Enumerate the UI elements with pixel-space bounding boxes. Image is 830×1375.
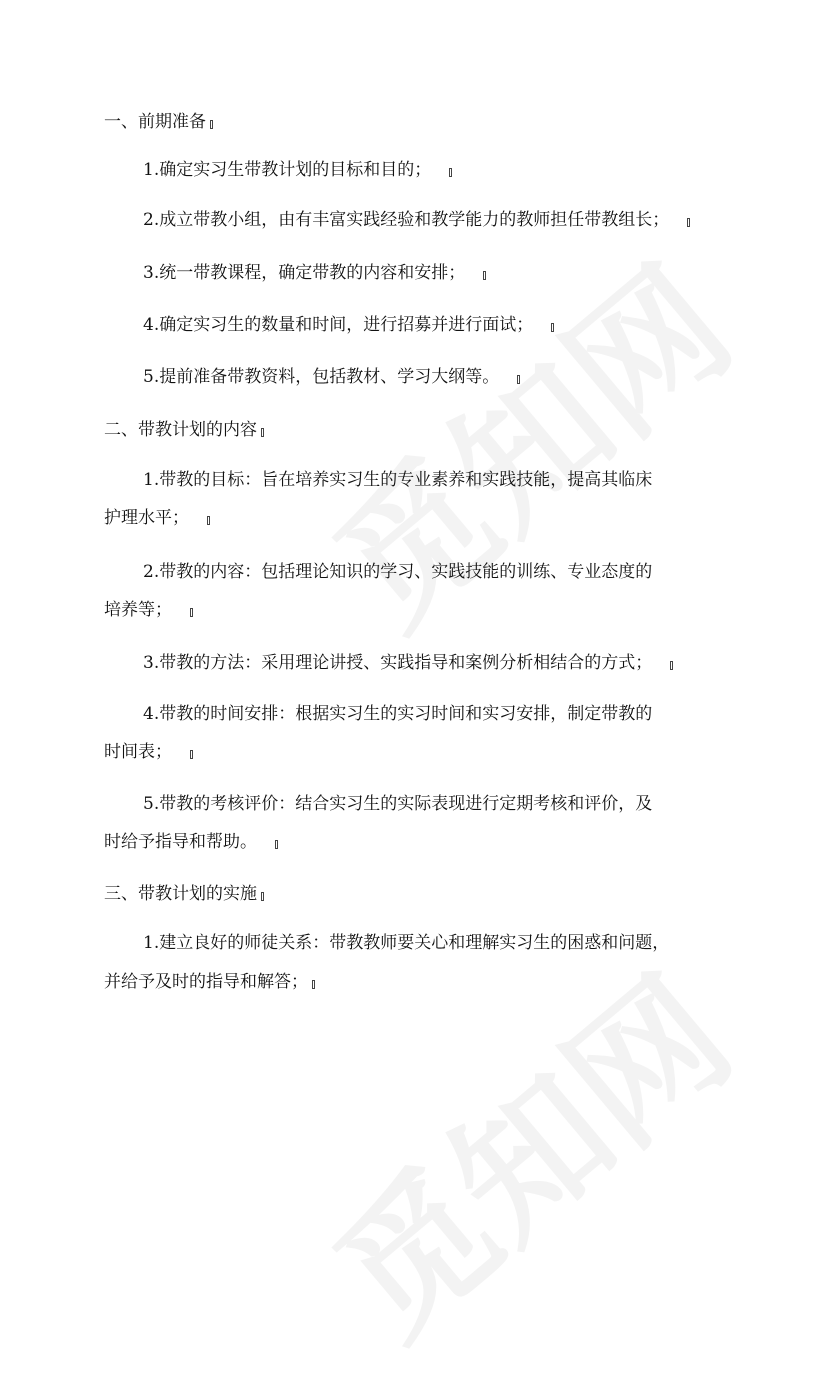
paragraph-mark-icon — [275, 840, 278, 849]
list-item-continuation: 时间表； — [104, 742, 193, 762]
list-item-continuation: 时给予指导和帮助。 — [104, 832, 278, 852]
paragraph-mark-icon — [261, 428, 264, 437]
paragraph-mark-icon — [483, 271, 486, 280]
section-heading: 二、带教计划的内容 — [104, 420, 264, 440]
list-item: 3.统一带教课程，确定带教的内容和安排； — [143, 263, 486, 283]
paragraph-mark-icon — [261, 892, 264, 901]
paragraph-mark-icon — [190, 608, 193, 617]
paragraph-mark-icon — [449, 168, 452, 177]
paragraph-mark-icon — [312, 980, 315, 989]
list-item-continuation: 护理水平； — [104, 508, 210, 528]
list-item-continuation: 培养等； — [104, 600, 193, 620]
watermark — [283, 921, 767, 1375]
list-item: 2.成立带教小组，由有丰富实践经验和教学能力的教师担任带教组长； — [143, 210, 690, 230]
paragraph-mark-icon — [551, 323, 554, 332]
section-heading: 三、带教计划的实施 — [104, 884, 264, 904]
paragraph-mark-icon — [687, 218, 690, 227]
section-heading: 一、前期准备 — [104, 112, 213, 132]
list-item: 1.带教的目标：旨在培养实习生的专业素养和实践技能，提高其临床 — [143, 470, 653, 490]
paragraph-mark-icon — [190, 750, 193, 759]
list-item: 2.带教的内容：包括理论知识的学习、实践技能的训练、专业态度的 — [143, 562, 653, 582]
list-item: 1.建立良好的师徒关系：带教教师要关心和理解实习生的困惑和问题， — [143, 933, 670, 953]
list-item: 4.带教的时间安排：根据实习生的实习时间和实习安排，制定带教的 — [143, 704, 653, 724]
paragraph-mark-icon — [210, 120, 213, 129]
list-item: 4.确定实习生的数量和时间，进行招募并进行面试； — [143, 315, 554, 335]
paragraph-mark-icon — [670, 661, 673, 670]
list-item: 1.确定实习生带教计划的目标和目的； — [143, 160, 452, 180]
paragraph-mark-icon — [517, 375, 520, 384]
list-item: 5.提前准备带教资料，包括教材、学习大纲等。 — [143, 367, 520, 387]
paragraph-mark-icon — [207, 516, 210, 525]
list-item: 3.带教的方法：采用理论讲授、实践指导和案例分析相结合的方式； — [143, 653, 673, 673]
list-item-continuation: 并给予及时的指导和解答； — [104, 972, 315, 992]
list-item: 5.带教的考核评价：结合实习生的实际表现进行定期考核和评价，及 — [143, 794, 653, 814]
